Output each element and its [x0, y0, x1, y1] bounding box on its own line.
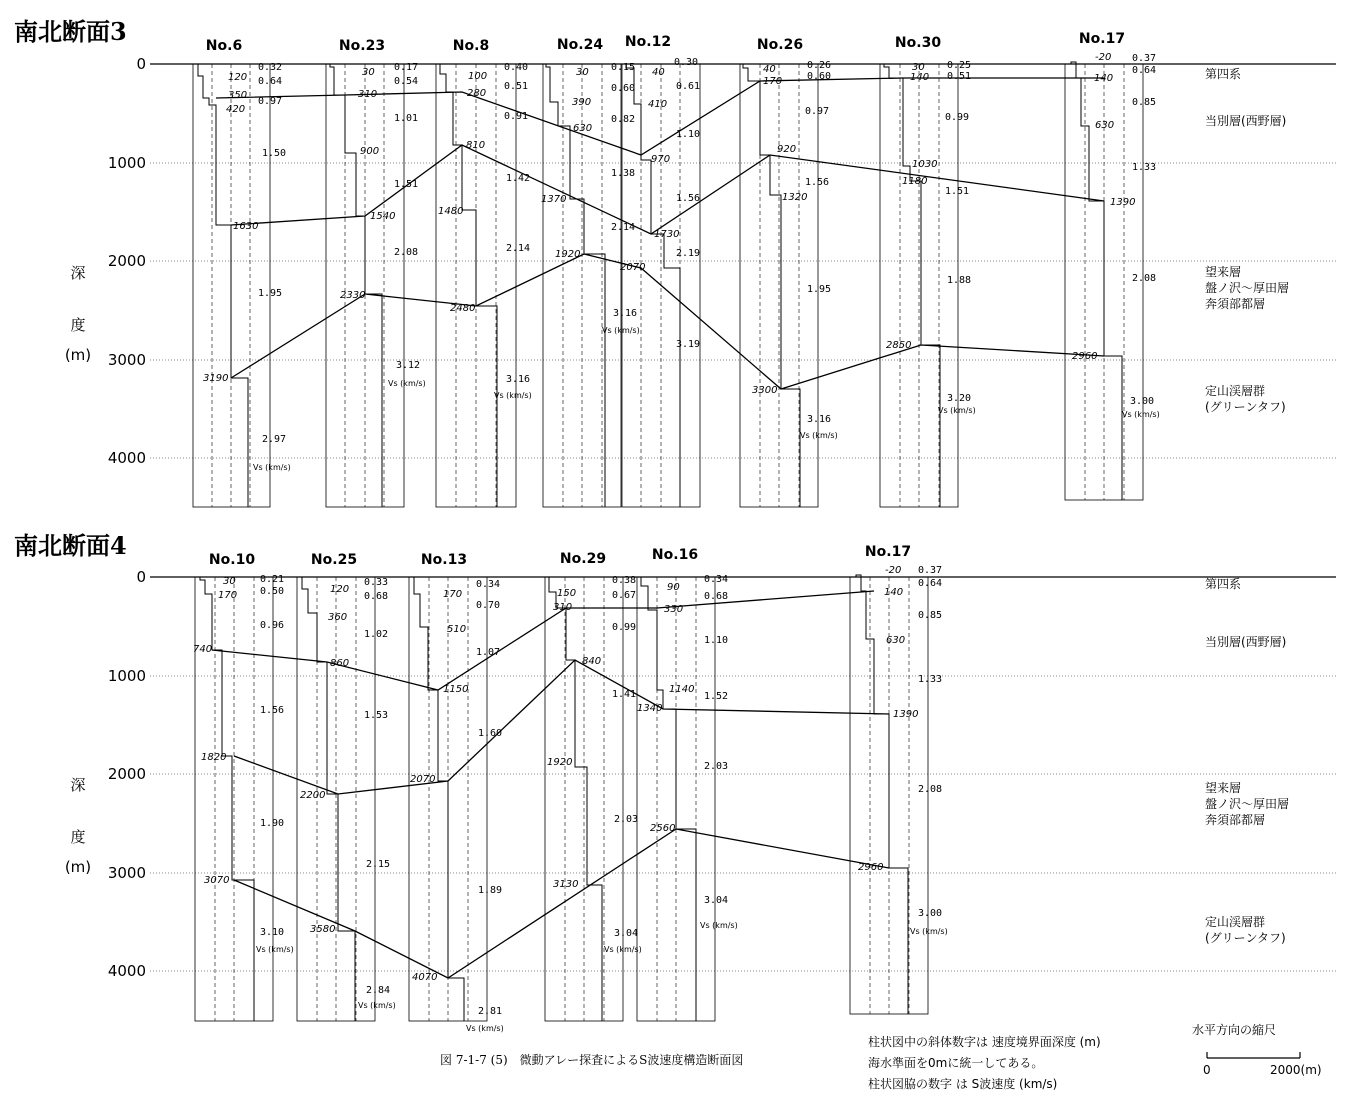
depth-tick: 0 — [136, 55, 146, 73]
vs-label: 1.89 — [478, 885, 503, 896]
depth-label: 860 — [330, 658, 350, 669]
depth-label: 1370 — [541, 194, 567, 205]
depth-label: 350 — [228, 90, 248, 101]
depth-label: 140 — [884, 587, 904, 598]
station-name: No.16 — [651, 547, 699, 563]
vs-label: 3.16 — [807, 414, 832, 425]
section-3 — [14, 17, 1336, 507]
vs-label: 0.97 — [805, 106, 830, 117]
vs-label: 0.99 — [945, 112, 970, 123]
vs-label: 3.00 — [918, 908, 943, 919]
depth-label: 3190 — [203, 373, 229, 384]
vs-unit: Vs (km/s) — [1122, 410, 1160, 419]
depth-label: 170 — [218, 590, 238, 601]
depth-label: 170 — [763, 76, 783, 87]
layer-label: (グリーンタフ) — [1205, 931, 1286, 945]
vs-unit: Vs (km/s) — [604, 945, 642, 954]
vs-label: 1.10 — [704, 635, 729, 646]
vs-label: 1.42 — [506, 173, 531, 184]
axis-label: 深 — [70, 264, 86, 282]
vs-label: 0.32 — [258, 62, 283, 73]
column-dividers — [212, 64, 1124, 507]
station-labels-no30 — [886, 60, 976, 415]
vs-label: 1.56 — [260, 705, 285, 716]
depth-tick: 3000 — [107, 351, 146, 369]
depth-label: 2070 — [620, 262, 646, 273]
vs-label: 0.54 — [394, 76, 419, 87]
depth-label: 30 — [362, 67, 375, 78]
vs-unit: Vs (km/s) — [700, 921, 738, 930]
depth-label: 510 — [447, 624, 467, 635]
depth-label: 30 — [576, 67, 589, 78]
vs-label: 2.08 — [1132, 273, 1157, 284]
vs-label: 2.14 — [611, 222, 636, 233]
vs-label: 0.82 — [611, 114, 636, 125]
vs-label: 0.60 — [807, 71, 832, 82]
vs-label: 0.64 — [1132, 65, 1157, 76]
vs-label: 0.50 — [260, 586, 285, 597]
vs-label: 1.60 — [478, 728, 503, 739]
vs-label: 3.04 — [614, 928, 639, 939]
vs-label: 0.34 — [476, 579, 501, 590]
layer-label: 盤ノ沢～厚田層 — [1205, 281, 1290, 295]
station-labels-no16 — [637, 574, 738, 930]
depth-label: 2070 — [410, 774, 436, 785]
depth-tick: 1000 — [107, 667, 146, 685]
depth-label: 900 — [360, 146, 380, 157]
vs-label: 1.51 — [945, 186, 970, 197]
vs-label: 2.84 — [366, 985, 391, 996]
vs-unit: Vs (km/s) — [253, 463, 291, 472]
depth-label: 1340 — [637, 703, 663, 714]
section-title: 南北断面3 — [14, 17, 127, 46]
depth-label: 330 — [664, 604, 684, 615]
scale-bar — [1192, 1022, 1322, 1077]
station-labels-no17 — [858, 565, 948, 936]
depth-label: 360 — [328, 612, 348, 623]
vs-label: 0.37 — [918, 565, 943, 576]
station-name: No.6 — [205, 38, 243, 54]
vs-label: 0.34 — [704, 574, 729, 585]
vs-label: 1.51 — [394, 179, 419, 190]
depth-label: 150 — [557, 588, 577, 599]
station-name: No.24 — [556, 37, 604, 53]
vs-label: 3.10 — [260, 927, 285, 938]
depth-tick: 4000 — [107, 449, 146, 467]
axis-label: (m) — [64, 858, 92, 876]
vs-unit: Vs (km/s) — [800, 431, 838, 440]
vs-label: 0.30 — [674, 57, 699, 68]
station-name: No.17 — [864, 544, 912, 560]
axis-label: 度 — [70, 316, 86, 334]
depth-label: 2480 — [450, 303, 476, 314]
depth-label: 810 — [466, 140, 486, 151]
vs-label: 0.99 — [612, 622, 637, 633]
station-name: No.13 — [420, 552, 468, 568]
station-labels-no10 — [193, 574, 294, 954]
vs-label: 2.19 — [676, 248, 701, 259]
vs-label: 3.16 — [613, 308, 638, 319]
station-name: No.23 — [338, 38, 386, 54]
vs-label: 0.37 — [1132, 53, 1157, 64]
vs-label: 1.95 — [807, 284, 832, 295]
vs-label: 0.68 — [364, 591, 389, 602]
layer-label: 望来層 — [1205, 781, 1242, 795]
depth-label: 280 — [467, 88, 487, 99]
station-labels-no12 — [620, 57, 700, 350]
depth-label: 310 — [358, 89, 378, 100]
depth-label: -20 — [1095, 52, 1112, 63]
vs-label: 3.12 — [396, 360, 421, 371]
depth-label: 1150 — [443, 684, 469, 695]
depth-label: 3580 — [310, 924, 336, 935]
depth-label: 630 — [1095, 120, 1115, 131]
depth-label: 140 — [910, 72, 930, 83]
depth-label: 1390 — [893, 709, 919, 720]
vs-label: 0.15 — [611, 62, 636, 73]
depth-label: 120 — [228, 72, 248, 83]
depth-label: 420 — [226, 104, 246, 115]
depth-tick: 2000 — [107, 765, 146, 783]
depth-tick: 0 — [136, 568, 146, 586]
depth-label: 1030 — [912, 159, 938, 170]
depth-label: 310 — [553, 602, 573, 613]
station-columns — [193, 64, 1143, 507]
vs-unit: Vs (km/s) — [910, 927, 948, 936]
depth-tick: 2000 — [107, 252, 146, 270]
station-name: No.8 — [452, 38, 490, 54]
vs-unit: Vs (km/s) — [494, 391, 532, 400]
vs-label: 2.03 — [614, 814, 639, 825]
vs-label: 1.02 — [364, 629, 389, 640]
depth-label: 840 — [582, 656, 602, 667]
vs-label: 0.26 — [807, 60, 832, 71]
station-name: No.26 — [756, 37, 804, 53]
station-labels-no29 — [547, 575, 642, 954]
depth-label: 970 — [651, 154, 671, 165]
depth-label: 30 — [223, 576, 236, 587]
depth-label: 1140 — [669, 684, 695, 695]
layer-label: 当別層(西野層) — [1205, 635, 1287, 649]
depth-label: 3130 — [553, 879, 579, 890]
depth-label: 2200 — [300, 790, 326, 801]
vs-label: 1.53 — [364, 710, 389, 721]
depth-label: 1630 — [233, 221, 259, 232]
layer-label: 奔須部都層 — [1205, 813, 1266, 827]
depth-tick: 1000 — [107, 154, 146, 172]
vs-label: 3.00 — [1130, 396, 1155, 407]
vs-label: 0.25 — [947, 60, 972, 71]
depth-label: 1320 — [782, 192, 808, 203]
station-name: No.25 — [310, 552, 358, 568]
layer-label: 盤ノ沢～厚田層 — [1205, 797, 1290, 811]
layer-label: 当別層(西野層) — [1205, 114, 1287, 128]
vs-label: 1.41 — [612, 689, 637, 700]
depth-label: 3070 — [204, 875, 230, 886]
station-labels-no8 — [438, 62, 532, 400]
depth-tick: 3000 — [107, 864, 146, 882]
vs-label: 3.20 — [947, 393, 972, 404]
vs-label: 2.03 — [704, 761, 729, 772]
vs-label: 1.56 — [805, 177, 830, 188]
vs-label: 2.08 — [918, 784, 943, 795]
depth-label: 100 — [468, 71, 488, 82]
depth-label: 90 — [667, 582, 680, 593]
axis-label: 度 — [70, 828, 86, 846]
vs-label: 0.60 — [611, 83, 636, 94]
vs-label: 0.64 — [258, 76, 283, 87]
station-labels-no26 — [752, 60, 838, 440]
layer-label: 第四系 — [1205, 577, 1242, 591]
vs-label: 1.90 — [260, 818, 285, 829]
vs-unit: Vs (km/s) — [256, 945, 294, 954]
vs-label: 0.17 — [394, 62, 419, 73]
vs-label: 0.51 — [504, 81, 529, 92]
vs-unit: Vs (km/s) — [466, 1024, 504, 1033]
layer-label: 望来層 — [1205, 265, 1242, 279]
vs-label: 2.14 — [506, 243, 531, 254]
depth-label: 140 — [1094, 73, 1114, 84]
depth-label: 2960 — [858, 862, 884, 873]
station-labels-no24 — [541, 62, 640, 335]
depth-label: 410 — [648, 99, 668, 110]
vs-unit: Vs (km/s) — [602, 326, 640, 335]
depth-label: 3300 — [752, 385, 778, 396]
vs-label: 0.40 — [504, 62, 529, 73]
vs-label: 0.61 — [676, 81, 701, 92]
vs-label: 1.56 — [676, 193, 701, 204]
layer-label: 定山渓層群 — [1205, 915, 1266, 929]
depth-label: 1390 — [1110, 197, 1136, 208]
depth-label: 920 — [777, 144, 797, 155]
depth-label: 1730 — [654, 229, 680, 240]
scale-end: 2000(m) — [1270, 1063, 1322, 1077]
depth-label: 1920 — [547, 757, 573, 768]
depth-label: 4070 — [412, 972, 438, 983]
boundary-lines — [212, 591, 889, 978]
layer-label: 奔須部都層 — [1205, 297, 1266, 311]
scale-title: 水平方向の縮尺 — [1192, 1023, 1277, 1037]
vs-label: 2.97 — [262, 434, 287, 445]
station-name: No.29 — [559, 551, 607, 567]
depth-label: 740 — [193, 644, 213, 655]
depth-label: 170 — [443, 589, 463, 600]
vs-unit: Vs (km/s) — [358, 1001, 396, 1010]
vs-label: 0.97 — [258, 96, 283, 107]
section-4 — [14, 531, 1336, 1033]
vs-unit: Vs (km/s) — [388, 379, 426, 388]
vs-label: 3.19 — [676, 339, 701, 350]
vs-label: 0.91 — [504, 111, 529, 122]
depth-label: 2960 — [1072, 351, 1098, 362]
depth-label: 40 — [652, 67, 665, 78]
depth-label: 30 — [912, 62, 925, 73]
vs-label: 1.95 — [258, 288, 283, 299]
legend-note: 海水準面を0mに統一してある。 — [868, 1056, 1044, 1070]
depth-label: 2560 — [650, 823, 676, 834]
vs-label: 1.88 — [947, 275, 972, 286]
station-name: No.17 — [1078, 31, 1126, 47]
vs-label: 3.04 — [704, 895, 729, 906]
legend-note: 柱状図中の斜体数字は 速度境界面深度 (m) — [868, 1035, 1101, 1049]
vs-label: 2.81 — [478, 1006, 503, 1017]
depth-label: 40 — [763, 64, 776, 75]
depth-label: 1480 — [438, 206, 464, 217]
station-name: No.30 — [894, 35, 942, 51]
vs-label: 0.85 — [918, 610, 943, 621]
vs-label: 0.64 — [918, 578, 943, 589]
vs-label: 0.67 — [612, 590, 637, 601]
station-name: No.12 — [624, 34, 672, 50]
depth-label: -20 — [885, 565, 902, 576]
vs-label: 0.33 — [364, 577, 389, 588]
station-labels-no23 — [340, 62, 426, 388]
vs-label: 1.50 — [262, 148, 287, 159]
depth-tick: 4000 — [107, 962, 146, 980]
figure-caption: 図 7-1-7 (5) 微動アレー探査によるS波速度構造断面図 — [440, 1053, 744, 1067]
vs-label: 3.16 — [506, 374, 531, 385]
station-labels-no13 — [410, 579, 504, 1033]
section-title: 南北断面4 — [14, 531, 127, 560]
vs-label: 0.96 — [260, 620, 285, 631]
vs-label: 1.10 — [676, 129, 701, 140]
vs-label: 0.21 — [260, 574, 285, 585]
scale-start: 0 — [1203, 1063, 1211, 1077]
vs-label: 2.15 — [366, 859, 391, 870]
vs-label: 2.08 — [394, 247, 419, 258]
vs-label: 0.68 — [704, 591, 729, 602]
depth-label: 1920 — [555, 249, 581, 260]
depth-label: 630 — [573, 123, 593, 134]
vs-label: 0.51 — [947, 71, 972, 82]
vs-label: 0.38 — [612, 575, 637, 586]
vs-unit: Vs (km/s) — [938, 406, 976, 415]
depth-label: 1540 — [370, 211, 396, 222]
vs-label: 0.70 — [476, 600, 501, 611]
layer-label: 定山渓層群 — [1205, 384, 1266, 398]
depth-label: 630 — [886, 635, 906, 646]
depth-label: 390 — [572, 97, 592, 108]
depth-label: 120 — [330, 584, 350, 595]
vs-label: 1.33 — [1132, 162, 1157, 173]
station-name: No.10 — [208, 552, 256, 568]
vs-label: 1.38 — [611, 168, 636, 179]
axis-label: (m) — [64, 346, 92, 364]
vs-label: 1.01 — [394, 113, 419, 124]
legend-note: 柱状図脇の数字 は S波速度 (km/s) — [868, 1077, 1058, 1091]
depth-label: 2330 — [340, 290, 366, 301]
depth-label: 2850 — [886, 340, 912, 351]
vs-label: 1.52 — [704, 691, 729, 702]
depth-label: 1180 — [902, 176, 928, 187]
layer-label: 第四系 — [1205, 67, 1242, 81]
vs-label: 1.07 — [476, 647, 501, 658]
vs-label: 1.33 — [918, 674, 943, 685]
axis-label: 深 — [70, 776, 86, 794]
layer-label: (グリーンタフ) — [1205, 400, 1286, 414]
depth-label: 1820 — [201, 752, 227, 763]
vs-label: 0.85 — [1132, 97, 1157, 108]
